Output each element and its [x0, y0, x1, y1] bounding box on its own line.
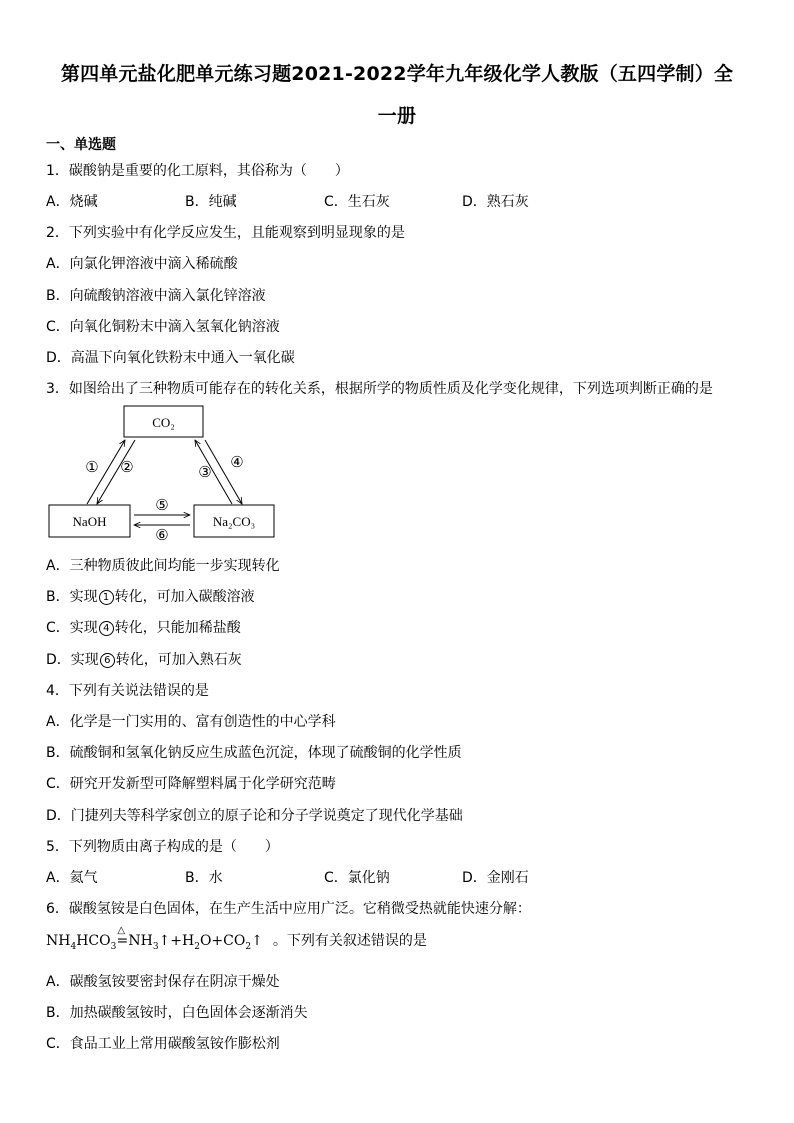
q3-option-d: D．实现 6 转化，可加入熟石灰 [46, 652, 242, 668]
q3-option-a: A．三种物质彼此间均能一步实现转化 [46, 558, 280, 574]
q6-stem-tail: 。下列有关叙述错误的是 [272, 933, 427, 949]
arrow-5-label: ⑤ [155, 498, 169, 514]
q2-option-b: B．向硫酸钠溶液中滴入氯化锌溶液 [46, 288, 266, 304]
q6-option-a: A．碳酸氢铵要密封保存在阴凉干燥处 [46, 974, 280, 990]
circled-number-4: 4 [99, 621, 114, 636]
decomposition-equation: $NH_4HCO_3$ △ $=NH_3↑+H_2O+CO_2↑$ [46, 925, 263, 952]
conversion-diagram [0, 400, 794, 550]
q5-stem: 5．下列物质由离子构成的是（ ） [46, 839, 279, 855]
q5-option-c: C．氯化钠 [324, 870, 390, 886]
q3-stem: 3．如图给出了三种物质可能存在的转化关系，根据所学的物质性质及化学变化规律，下列选项判断正确的是 [46, 381, 713, 397]
arrow-4-label: ④ [230, 455, 244, 471]
q1-option-c: C．生石灰 [324, 194, 390, 210]
q6-stem: 6．碳酸氢铵是白色固体，在生产生活中应用广泛。它稍微受热就能快速分解： [46, 901, 531, 917]
q4-option-a: A．化学是一门实用的、富有创造性的中心学科 [46, 714, 336, 730]
na2co3-label: Na₂CO₃ [212, 514, 256, 529]
q4-option-d: D．门捷列夫等科学家创立的原子论和分子学说奠定了现代化学基础 [46, 808, 463, 824]
arrow-1-label: ① [85, 460, 99, 476]
q5-option-a: A．氦气 [46, 870, 98, 886]
circled-number-1: 1 [99, 590, 114, 605]
doc-title-line1: 第四单元盐化肥单元练习题2021-2022学年九年级化学人教版（五四学制）全 [60, 63, 734, 85]
arrow-2-label: ② [120, 460, 134, 476]
q5-option-b: B．水 [185, 870, 223, 886]
naoh-label: NaOH [72, 514, 107, 529]
q4-stem: 4．下列有关说法错误的是 [46, 683, 209, 699]
arrow-3-label: ③ [198, 465, 212, 481]
q6-option-c: C．食品工业上常用碳酸氢铵作膨松剂 [46, 1036, 280, 1052]
q1-option-d: D．熟石灰 [462, 194, 529, 210]
co2-label: CO₂ [152, 415, 175, 430]
doc-title-line2: 一册 [377, 105, 417, 127]
q2-option-d: D．高温下向氧化铁粉末中通入一氧化碳 [46, 350, 295, 366]
q2-stem: 2．下列实验中有化学反应发生，且能观察到明显现象的是 [46, 225, 405, 241]
q6-formula [46, 925, 427, 952]
q2-option-c: C．向氧化铜粉末中滴入氢氧化钠溶液 [46, 319, 280, 335]
q1-option-a: A．烧碱 [46, 194, 98, 210]
q2-option-a: A．向氯化钾溶液中滴入稀硫酸 [46, 256, 238, 272]
q5-option-d: D．金刚石 [462, 870, 529, 886]
circled-number-6: 6 [100, 653, 115, 668]
q4-option-b: B．硫酸铜和氢氧化钠反应生成蓝色沉淀，体现了硫酸铜的化学性质 [46, 745, 462, 761]
arrow-6-label: ⑥ [155, 528, 169, 544]
q1-stem: 1．碳酸钠是重要的化工原料，其俗称为（ ） [46, 163, 349, 179]
q3-option-b: B．实现 1 转化，可加入碳酸溶液 [46, 589, 255, 605]
section-heading: 一、单选题 [46, 137, 116, 153]
q3-option-c: C．实现 4 转化，只能加稀盐酸 [46, 620, 241, 636]
q6-option-b: B．加热碳酸氢铵时，白色固体会逐渐消失 [46, 1005, 308, 1021]
q4-option-c: C．研究开发新型可降解塑料属于化学研究范畴 [46, 776, 336, 792]
q1-option-b: B．纯碱 [185, 194, 237, 210]
